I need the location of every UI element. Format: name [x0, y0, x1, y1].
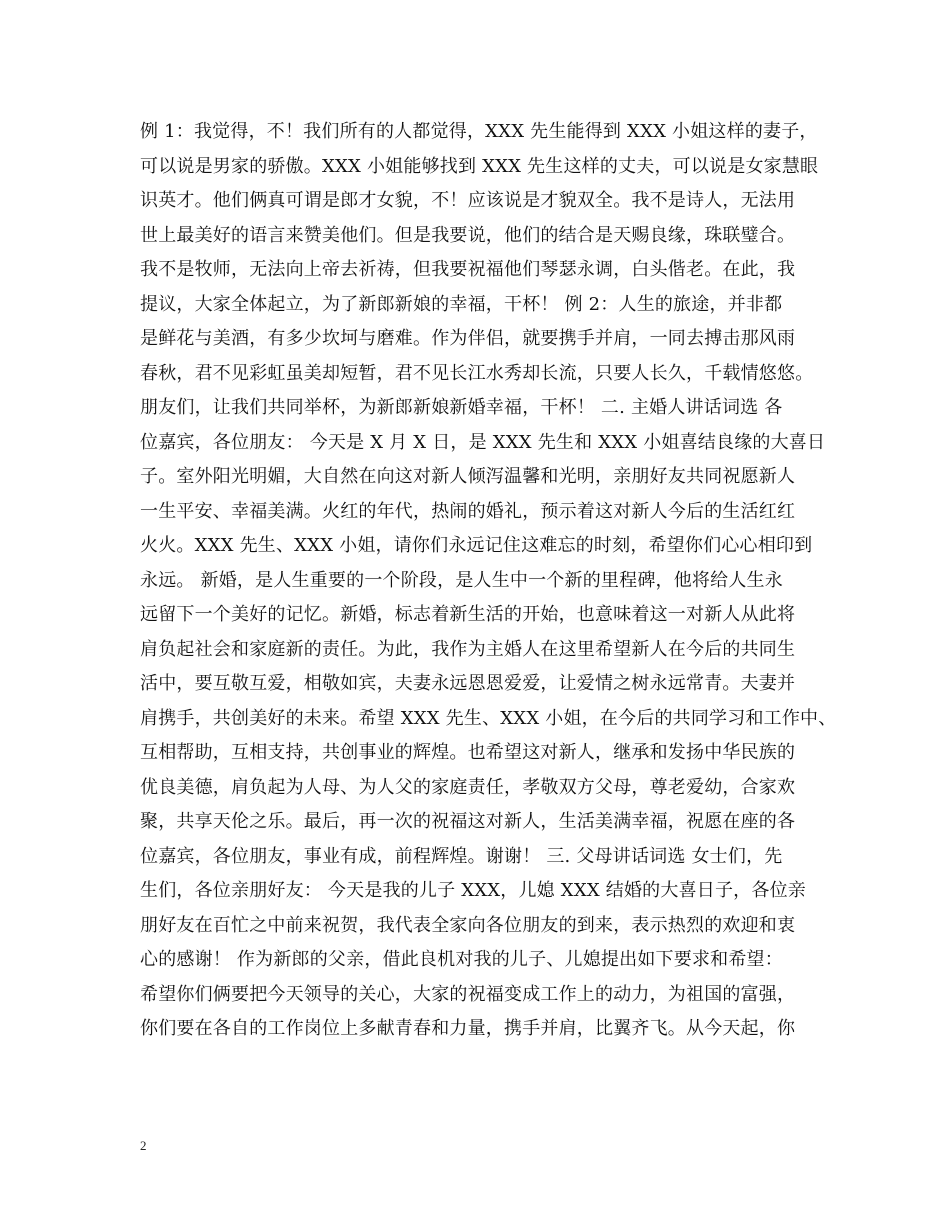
text-line: 生们，各位亲朋好友： 今天是我的儿子 XXX，儿媳 XXX 结婚的大喜日子，各位亲 — [140, 880, 806, 901]
text-line: 我不是牧师，无法向上帝去祈祷，但我要祝福他们琴瑟永调，白头偕老。在此，我 — [140, 259, 796, 280]
text-line: 朋友们，让我们共同举杯，为新郎新娘新婚幸福，干杯！ 二. 主婚人讲话词选 各 — [140, 397, 783, 418]
text-line: 远留下一个美好的记忆。新婚，标志着新生活的开始，也意味着这一对新人从此将 — [140, 604, 796, 625]
text-line: 聚，共享天伦之乐。最后，再一次的祝福这对新人，生活美满幸福，祝愿在座的各 — [140, 811, 796, 832]
text-line: 是鲜花与美酒，有多少坎坷与磨难。作为伴侣，就要携手并肩，一同去搏击那风雨 — [140, 328, 796, 349]
text-line: 肩负起社会和家庭新的责任。为此，我作为主婚人在这里希望新人在今后的共同生 — [140, 638, 796, 660]
text-line: 一生平安、幸福美满。火红的年代，热闹的婚礼，预示着这对新人今后的生活红红 — [140, 500, 796, 522]
text-line: 位嘉宾，各位朋友： 今天是 X 月 X 日，是 XXX 先生和 XXX 小姐喜结良缘的大喜日 — [140, 431, 826, 453]
page-number: 2 — [140, 1138, 147, 1153]
text-line: 可以说是男家的骄傲。XXX 小姐能够找到 XXX 先生这样的丈夫，可以说是女家慧眼 — [140, 155, 819, 177]
text-line: 识英才。他们俩真可谓是郎才女貌，不！应该说是才貌双全。我不是诗人，无法用 — [140, 190, 796, 211]
text-line: 位嘉宾，各位朋友，事业有成，前程辉煌。谢谢！ 三. 父母讲话词选 女士们，先 — [140, 845, 783, 867]
text-line: 朋好友在百忙之中前来祝贺，我代表全家向各位朋友的到来，表示热烈的欢迎和衷 — [140, 914, 796, 936]
text-line: 火火。XXX 先生、XXX 小姐，请你们永远记住这难忘的时刻，希望你们心心相印到 — [140, 535, 813, 556]
text-line: 优良美德，肩负起为人母、为人父的家庭责任，孝敬双方父母，尊老爱幼，合家欢 — [140, 776, 796, 798]
text-line: 肩携手，共创美好的未来。希望 XXX 先生、XXX 小姐，在今后的共同学习和工作中、 — [140, 707, 837, 729]
text-line: 互相帮助，互相支持，共创事业的辉煌。也希望这对新人，继承和发扬中华民族的 — [140, 742, 796, 763]
text-line: 希望你们俩要把今天领导的关心，大家的祝福变成工作上的动力，为祖国的富强， — [140, 983, 796, 1005]
body-text — [140, 115, 837, 1047]
text-line: 活中，要互敬互爱，相敬如宾，夫妻永远恩恩爱爱，让爱情之树永远常青。夫妻并 — [140, 673, 796, 694]
text-line: 世上最美好的语言来赞美他们。但是我要说，他们的结合是天赐良缘，珠联璧合。 — [140, 224, 796, 246]
text-line: 子。室外阳光明媚，大自然在向这对新人倾泻温馨和光明，亲朋好友共同祝愿新人 — [140, 466, 796, 487]
text-line: 例 1：我觉得，不！我们所有的人都觉得，XXX 先生能得到 XXX 小姐这样的妻子， — [140, 121, 818, 142]
text-line: 春秋，君不见彩虹虽美却短暂，君不见长江水秀却长流，只要人长久，千载情悠悠。 — [140, 362, 814, 384]
text-line: 你们要在各自的工作岗位上多献青春和力量，携手并肩，比翼齐飞。从今天起，你 — [140, 1018, 796, 1039]
text-line: 提议，大家全体起立，为了新郎新娘的幸福，干杯！ 例 2：人生的旅途，并非都 — [140, 293, 783, 315]
text-line: 永远。 新婚，是人生重要的一个阶段，是人生中一个新的里程碑，他将给人生永 — [140, 569, 783, 591]
text-line: 心的感谢！ 作为新郎的父亲，借此良机对我的儿子、儿媳提出如下要求和希望： — [140, 949, 783, 970]
